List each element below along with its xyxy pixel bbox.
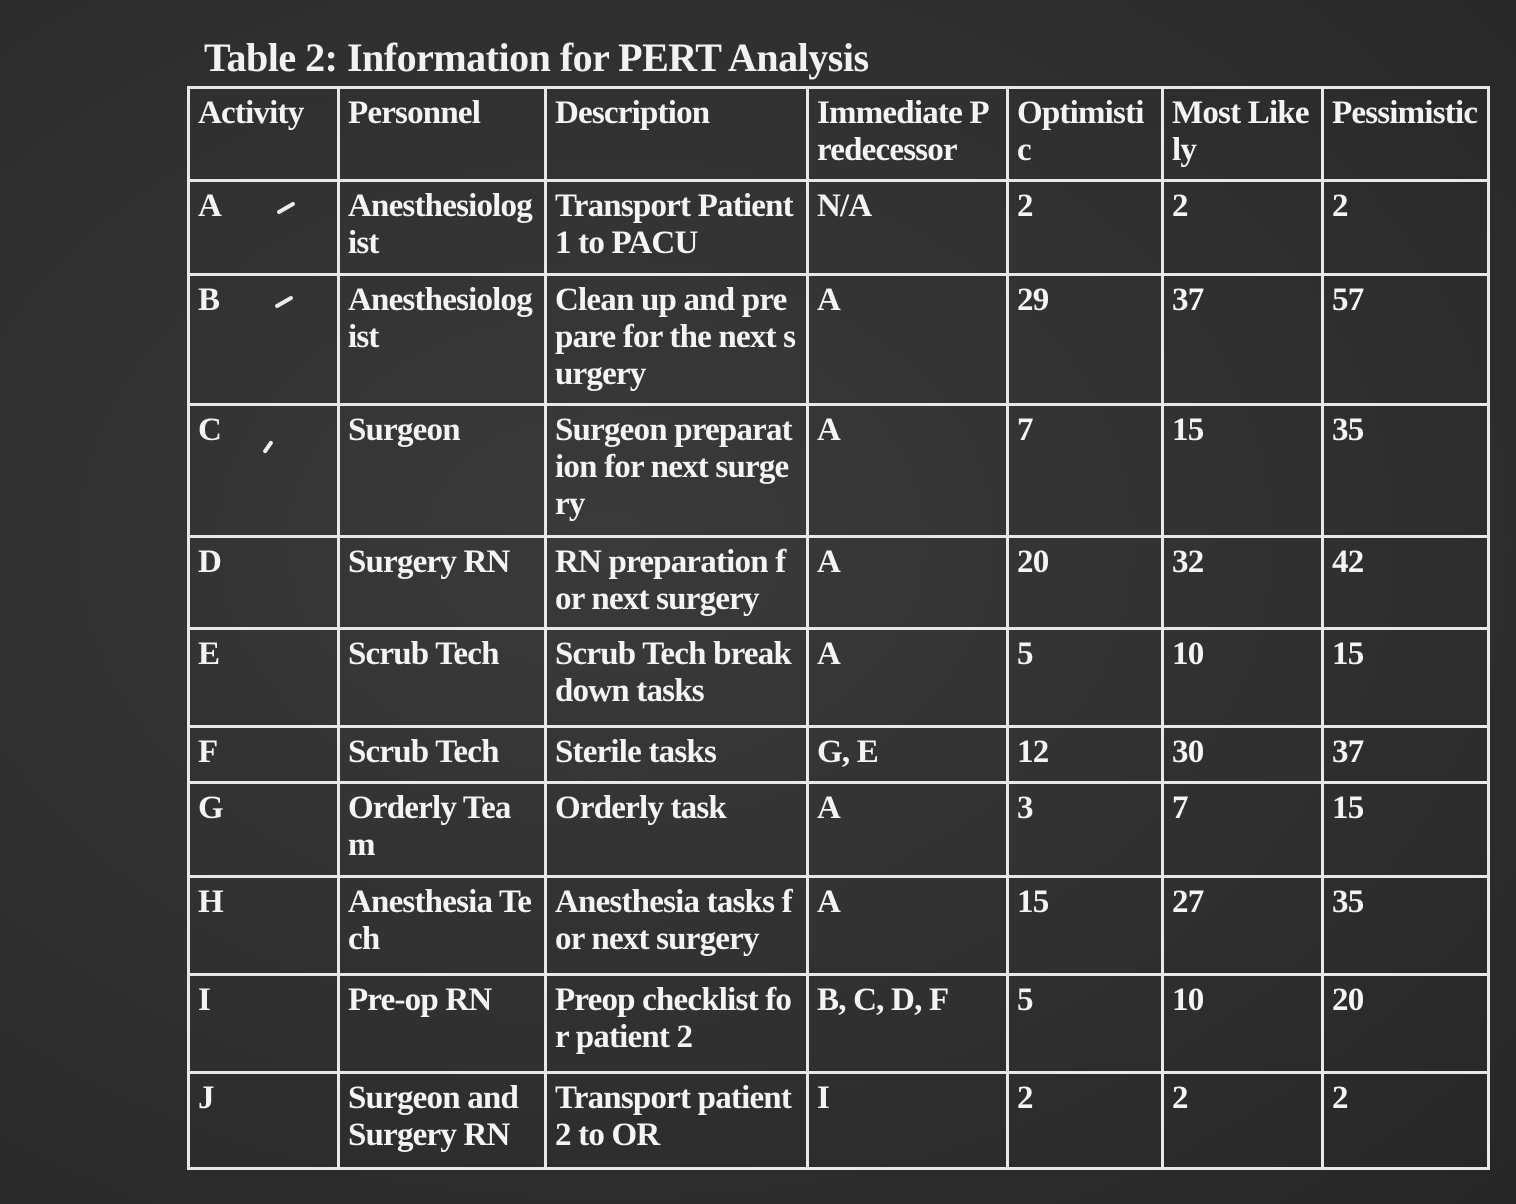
cell-optimistic (1008, 537, 1163, 629)
cell-activity (189, 975, 339, 1073)
cell-optimistic (1008, 727, 1163, 783)
table-title: Table 2: Information for PERT Analysis (204, 35, 869, 80)
cell-pessimistic (1323, 181, 1489, 275)
pessimistic-value: 20 (1332, 982, 1364, 1018)
description-value: Clean up and prepare for the next surgery (555, 282, 796, 392)
cell-predecessor (808, 629, 1008, 727)
header-pessimistic: Pessimistic (1323, 88, 1489, 181)
description-value: Transport Patient 1 to PACU (555, 188, 793, 261)
personnel-value: Anesthesiologist (348, 282, 532, 355)
cell-activity (189, 405, 339, 537)
pert-table (187, 86, 1490, 1170)
table-row (189, 629, 1489, 727)
most-likely-value: 32 (1172, 544, 1204, 580)
activity-value: I (198, 982, 211, 1018)
cell-pessimistic (1323, 1073, 1489, 1169)
header-description: Description (546, 88, 808, 181)
cell-description (546, 181, 808, 275)
cell-optimistic (1008, 405, 1163, 537)
pessimistic-value: 35 (1332, 412, 1364, 448)
cell-pessimistic (1323, 783, 1489, 877)
predecessor-value: G, E (817, 734, 878, 770)
most-likely-value: 2 (1172, 188, 1188, 224)
cell-description (546, 405, 808, 537)
header-personnel: Personnel (339, 88, 546, 181)
cell-pessimistic (1323, 405, 1489, 537)
pessimistic-value: 42 (1332, 544, 1364, 580)
cell-personnel (339, 275, 546, 405)
cell-activity (189, 783, 339, 877)
pessimistic-value: 35 (1332, 884, 1364, 920)
cell-pessimistic (1323, 877, 1489, 975)
header-predecessor: Immediate Predecessor (808, 88, 1008, 181)
cell-personnel (339, 877, 546, 975)
cell-most-likely (1163, 537, 1323, 629)
cell-description (546, 783, 808, 877)
activity-value: E (198, 636, 220, 672)
cell-most-likely (1163, 1073, 1323, 1169)
predecessor-value: I (817, 1080, 830, 1116)
optimistic-value: 2 (1017, 1080, 1033, 1116)
table-row (189, 181, 1489, 275)
cell-pessimistic (1323, 629, 1489, 727)
description-value: Preop checklist for patient 2 (555, 982, 792, 1055)
most-likely-value: 30 (1172, 734, 1204, 770)
cell-description (546, 275, 808, 405)
activity-value: B (198, 282, 220, 318)
cell-optimistic (1008, 1073, 1163, 1169)
cell-predecessor (808, 275, 1008, 405)
cell-most-likely (1163, 275, 1323, 405)
cell-pessimistic (1323, 727, 1489, 783)
cell-personnel (339, 629, 546, 727)
most-likely-value: 7 (1172, 790, 1188, 826)
cell-predecessor (808, 783, 1008, 877)
cell-predecessor (808, 975, 1008, 1073)
personnel-value: Pre-op RN (348, 982, 492, 1018)
most-likely-value: 10 (1172, 636, 1204, 672)
optimistic-value: 5 (1017, 636, 1033, 672)
pen-check-mark (275, 296, 294, 309)
header-optimistic: Optimistic (1008, 88, 1163, 181)
predecessor-value: A (817, 282, 841, 318)
cell-predecessor (808, 537, 1008, 629)
cell-personnel (339, 181, 546, 275)
cell-most-likely (1163, 181, 1323, 275)
personnel-value: Scrub Tech (348, 734, 499, 770)
activity-value: J (198, 1080, 214, 1116)
predecessor-value: B, C, D, F (817, 982, 949, 1018)
predecessor-value: A (817, 884, 841, 920)
table-row (189, 405, 1489, 537)
cell-personnel (339, 405, 546, 537)
header-activity: Activity (189, 88, 339, 181)
personnel-value: Scrub Tech (348, 636, 499, 672)
cell-activity (189, 727, 339, 783)
personnel-value: Orderly Team (348, 790, 511, 863)
cell-most-likely (1163, 783, 1323, 877)
cell-predecessor (808, 181, 1008, 275)
activity-value: D (198, 544, 222, 580)
header-most-likely: Most Likely (1163, 88, 1323, 181)
description-value: Scrub Tech break down tasks (555, 636, 791, 709)
optimistic-value: 2 (1017, 188, 1033, 224)
pessimistic-value: 57 (1332, 282, 1364, 318)
cell-personnel (339, 783, 546, 877)
cell-pessimistic (1323, 275, 1489, 405)
pessimistic-value: 15 (1332, 790, 1364, 826)
personnel-value: Surgeon and Surgery RN (348, 1080, 519, 1153)
cell-predecessor (808, 405, 1008, 537)
description-value: Sterile tasks (555, 734, 716, 770)
table-row (189, 275, 1489, 405)
most-likely-value: 27 (1172, 884, 1204, 920)
personnel-value: Surgeon (348, 412, 460, 448)
predecessor-value: A (817, 636, 841, 672)
table-row (189, 975, 1489, 1073)
pen-check-mark (262, 440, 273, 454)
cell-description (546, 877, 808, 975)
table-row (189, 1073, 1489, 1169)
cell-personnel (339, 1073, 546, 1169)
cell-personnel (339, 975, 546, 1073)
table-row (189, 877, 1489, 975)
cell-predecessor (808, 727, 1008, 783)
pen-check-mark (276, 202, 295, 215)
cell-description (546, 629, 808, 727)
cell-optimistic (1008, 275, 1163, 405)
cell-activity (189, 537, 339, 629)
cell-personnel (339, 727, 546, 783)
optimistic-value: 15 (1017, 884, 1049, 920)
cell-description (546, 727, 808, 783)
table-row (189, 727, 1489, 783)
pessimistic-value: 2 (1332, 1080, 1348, 1116)
cell-predecessor (808, 1073, 1008, 1169)
personnel-value: Anesthesiologist (348, 188, 532, 261)
pessimistic-value: 37 (1332, 734, 1364, 770)
description-value: Transport patient 2 to OR (555, 1080, 792, 1153)
cell-pessimistic (1323, 975, 1489, 1073)
cell-optimistic (1008, 783, 1163, 877)
cell-activity (189, 877, 339, 975)
cell-most-likely (1163, 727, 1323, 783)
predecessor-value: A (817, 544, 841, 580)
pessimistic-value: 15 (1332, 636, 1364, 672)
cell-optimistic (1008, 629, 1163, 727)
activity-value: A (198, 188, 222, 224)
table-body (189, 181, 1489, 1169)
optimistic-value: 7 (1017, 412, 1033, 448)
most-likely-value: 2 (1172, 1080, 1188, 1116)
cell-optimistic (1008, 877, 1163, 975)
header-row (189, 88, 1489, 181)
personnel-value: Anesthesia Tech (348, 884, 532, 957)
table-row (189, 783, 1489, 877)
activity-value: F (198, 734, 218, 770)
predecessor-value: N/A (817, 188, 872, 224)
cell-optimistic (1008, 975, 1163, 1073)
most-likely-value: 37 (1172, 282, 1204, 318)
optimistic-value: 12 (1017, 734, 1049, 770)
cell-optimistic (1008, 181, 1163, 275)
optimistic-value: 29 (1017, 282, 1049, 318)
activity-value: H (198, 884, 223, 920)
cell-activity (189, 629, 339, 727)
cell-description (546, 537, 808, 629)
pessimistic-value: 2 (1332, 188, 1348, 224)
cell-activity (189, 181, 339, 275)
cell-most-likely (1163, 877, 1323, 975)
most-likely-value: 15 (1172, 412, 1204, 448)
optimistic-value: 20 (1017, 544, 1049, 580)
cell-personnel (339, 537, 546, 629)
cell-most-likely (1163, 975, 1323, 1073)
optimistic-value: 3 (1017, 790, 1033, 826)
cell-predecessor (808, 877, 1008, 975)
description-value: RN preparation for next surgery (555, 544, 786, 617)
description-value: Surgeon preparation for next surgery (555, 412, 792, 522)
optimistic-value: 5 (1017, 982, 1033, 1018)
cell-activity (189, 275, 339, 405)
activity-value: G (198, 790, 223, 826)
cell-pessimistic (1323, 537, 1489, 629)
personnel-value: Surgery RN (348, 544, 510, 580)
cell-description (546, 1073, 808, 1169)
description-value: Anesthesia tasks for next surgery (555, 884, 792, 957)
activity-value: C (198, 412, 222, 448)
cell-most-likely (1163, 405, 1323, 537)
table-row (189, 537, 1489, 629)
cell-activity (189, 1073, 339, 1169)
cell-most-likely (1163, 629, 1323, 727)
description-value: Orderly task (555, 790, 726, 826)
most-likely-value: 10 (1172, 982, 1204, 1018)
predecessor-value: A (817, 790, 841, 826)
predecessor-value: A (817, 412, 841, 448)
cell-description (546, 975, 808, 1073)
